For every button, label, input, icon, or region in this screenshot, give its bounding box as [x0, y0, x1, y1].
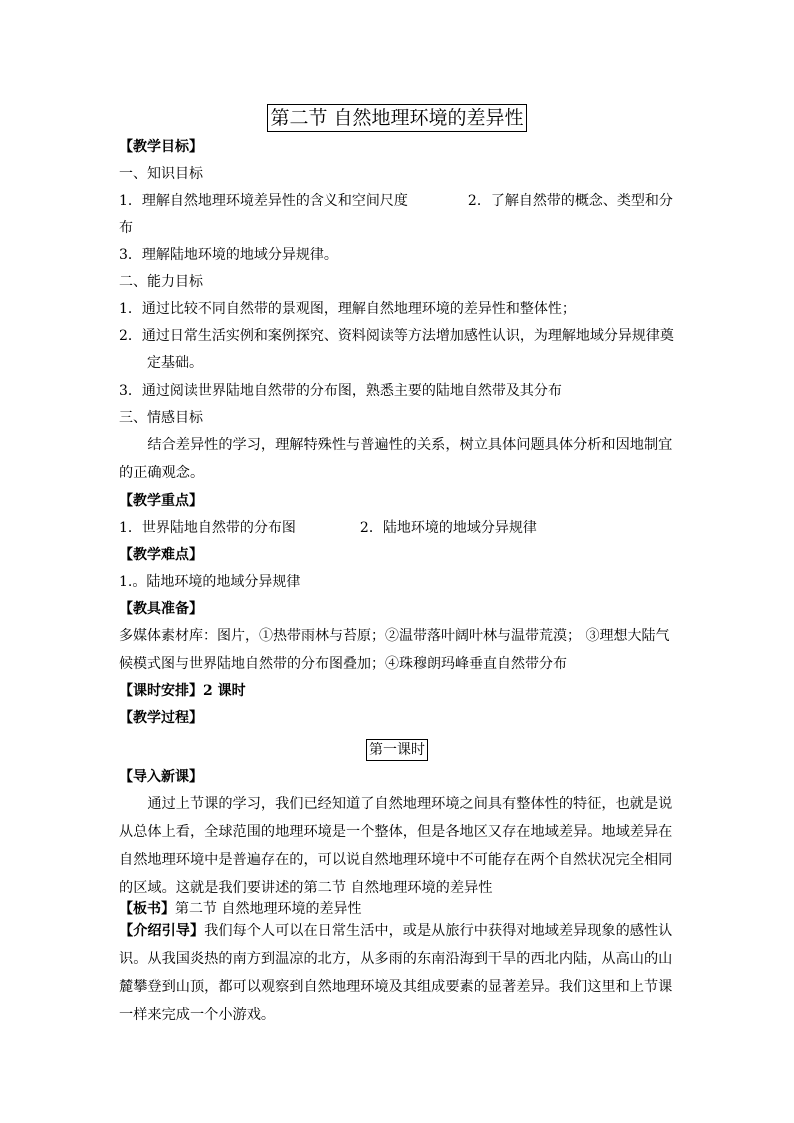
teaching-difficulty-heading: 【教学难点】 — [119, 547, 203, 563]
knowledge-goal-2-continued: 布 — [119, 220, 133, 236]
schedule-row — [119, 681, 679, 701]
schedule-label: 【课时安排】 — [119, 683, 203, 699]
difficulty-item-1: 1.。陆地环境的地域分异规律 — [119, 574, 301, 590]
board-value: 第二节 自然地理环境的差异性 — [175, 901, 362, 917]
board-row — [119, 899, 679, 919]
ability-goal-2-continued: 定基础。 — [147, 355, 203, 371]
ability-goals-heading: 二、能力目标 — [119, 274, 203, 290]
teaching-focus-row — [119, 518, 679, 538]
guide-paragraph — [119, 917, 677, 1029]
teaching-tools-text-1: 多媒体素材库：图片，①热带雨林与苔原；②温带落叶阔叶林与温带荒漠； ③理想大陆气 — [119, 628, 670, 644]
ability-goal-3: 3．通过阅读世界陆地自然带的分布图，熟悉主要的陆地自然带及其分布 — [119, 383, 562, 399]
guide-label: 【介绍引导】 — [119, 923, 205, 939]
lesson-title-container — [0, 739, 794, 761]
knowledge-goal-2: 2．了解自然带的概念、类型和分 — [467, 193, 673, 209]
intro-text: 通过上节课的学习，我们已经知道了自然地理环境之间具有整体性的特征，也就是说从总体上看，全球范围的地理环境是一个整体，但是各地区又存在地域差异。地域差异在自然地理环境中是普遍存在的，可以说自然地理环境中不可能存在两个自然状况完全相同的区域。这就是我们要讲述的第二节 自然地理环境的差异性 — [119, 796, 673, 896]
teaching-focus-heading: 【教学重点】 — [119, 493, 203, 509]
guide-text: 我们每个人可以在日常生活中，或是从旅行中获得对地域差异现象的感性认识。从我国炎热的南方到温凉的北方，从多雨的东南沿海到干旱的西北内陆，从高山的山麓攀登到山顶，都可以观察到自然地理环境及其组成要素的显著差异。我们这里和上节课一样来完成一个小游戏。 — [119, 923, 673, 1023]
knowledge-goals-row-1 — [119, 191, 679, 211]
intro-heading: 【导入新课】 — [119, 769, 203, 785]
page-title: 第二节 自然地理环境的差异性 — [267, 104, 526, 132]
knowledge-goal-1: 1．理解自然地理环境差异性的含义和空间尺度 — [119, 193, 408, 209]
knowledge-goal-3: 3．理解陆地环境的地域分异规律。 — [119, 247, 338, 263]
teaching-process-heading: 【教学过程】 — [119, 710, 203, 726]
teaching-tools-text-2: 候模式图与世界陆地自然带的分布图叠加；④珠穆朗玛峰垂直自然带分布 — [119, 656, 567, 672]
focus-item-1: 1．世界陆地自然带的分布图 — [119, 520, 296, 536]
knowledge-goals-heading: 一、知识目标 — [119, 166, 203, 182]
board-label: 【板书】 — [119, 901, 175, 917]
teaching-goals-heading: 【教学目标】 — [119, 139, 203, 155]
schedule-value: 2 课时 — [203, 683, 246, 699]
lesson-title: 第一课时 — [366, 739, 428, 761]
ability-goal-2: 2．通过日常生活实例和案例探究、资料阅读等方法增加感性认识，为理解地域分异规律奠 — [119, 328, 674, 344]
focus-item-2: 2．陆地环境的地域分异规律 — [359, 520, 537, 536]
title-container — [0, 104, 794, 132]
emotion-goals-heading: 三、情感目标 — [119, 410, 203, 426]
ability-goal-1: 1．通过比较不同自然带的景观图，理解自然地理环境的差异性和整体性； — [119, 301, 576, 317]
emotion-goal-text: 结合差异性的学习，理解特殊性与普遍性的关系，树立具体问题具体分析和因地制宜的正确观念。 — [119, 437, 673, 481]
teaching-tools-heading: 【教具准备】 — [119, 601, 203, 617]
